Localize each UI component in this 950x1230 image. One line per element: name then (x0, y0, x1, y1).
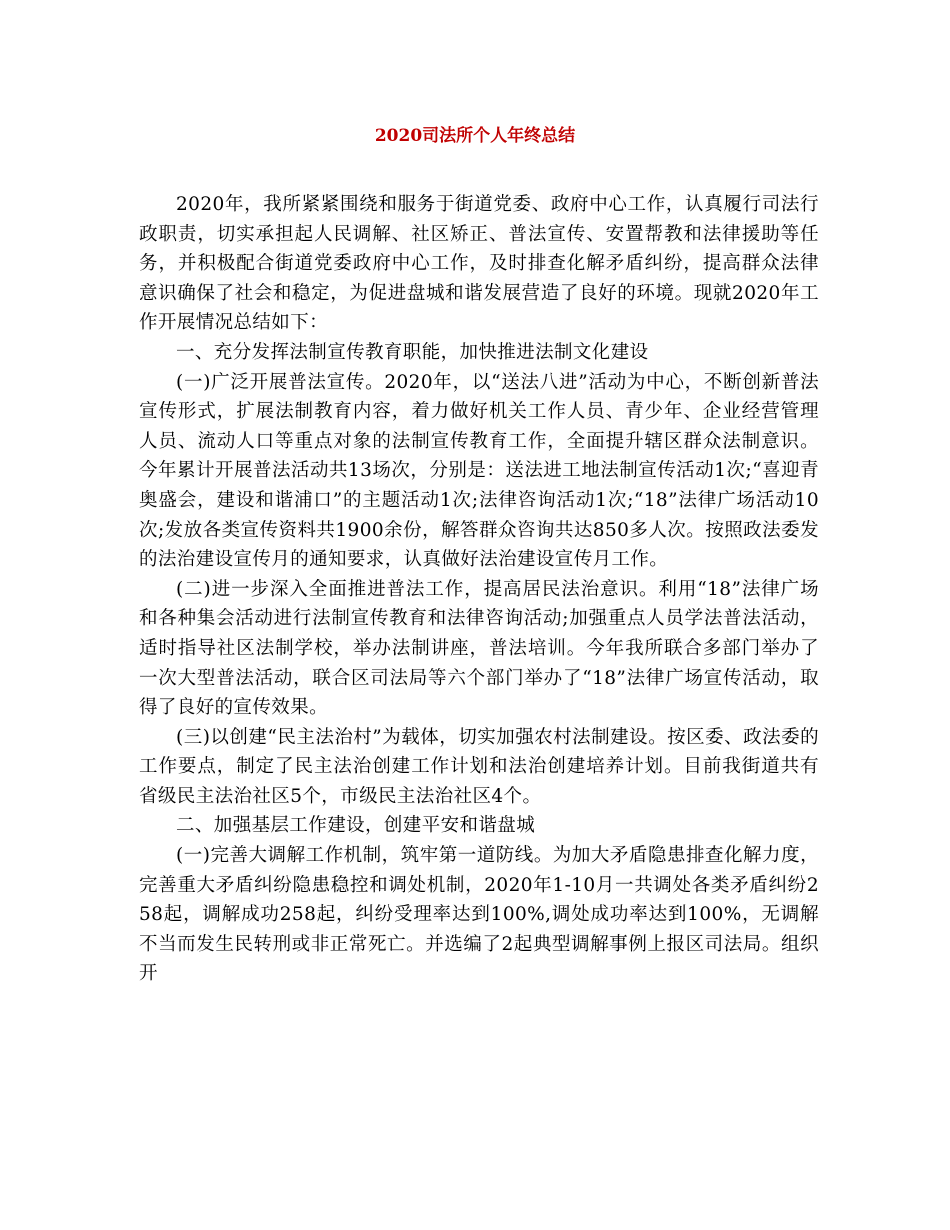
document-body (139, 190, 819, 989)
section-heading-1: 一、充分发挥法制宣传教育职能，加快推进法制文化建设 (176, 341, 649, 363)
paragraph-intro: 2020年，我所紧紧围绕和服务于街道党委、政府中心工作，认真履行司法行政职责，切实承担起人民调解、社区矫正、普法宣传、安置帮教和法律援助等任务，并积极配合街道党委政府中心工作，及时排查化解矛盾纠纷，提高群众法律意识确保了社会和稳定，为促进盘城和谐发展营造了良好的环境。现就2020年工作开展情况总结如下： (139, 194, 819, 334)
section-heading-2: 二、加强基层工作建设，创建平安和谐盘城 (176, 815, 536, 837)
paragraph-2-1: (一)完善大调解工作机制，筑牢第一道防线。为加大矛盾隐患排查化解力度，完善重大矛盾纠纷隐患稳控和调处机制，2020年1-10月一共调处各类矛盾纠纷258起，调解成功258起，纠纷受理率达到100%,调处成功率达到100%，无调解不当而发生民转刑或非正常死亡。并选编了2起典型调解事例上报区司法局。组织开 (139, 845, 819, 985)
document-title: 2020司法所个人年终总结 (374, 126, 576, 146)
paragraph-1-1: (一)广泛开展普法宣传。2020年，以“送法八进”活动为中心，不断创新普法宣传形式，扩展法制教育内容，着力做好机关工作人员、青少年、企业经营管理人员、流动人口等重点对象的法制宣传教育工作，全面提升辖区群众法制意识。今年累计开展普法活动共13场次，分别是：送法进工地法制宣传活动1次;“喜迎青奥盛会，建设和谐浦口”的主题活动1次;法律咨询活动1次;“18”法律广场活动10次;发放各类宣传资料共1900余份，解答群众咨询共达850多人次。按照政法委发的法治建设宣传月的通知要求，认真做好法治建设宣传月工作。 (139, 371, 819, 571)
paragraph-1-3: (三)以创建“民主法治村”为载体，切实加强农村法制建设。按区委、政法委的工作要点，制定了民主法治创建工作计划和法治创建培养计划。目前我街道共有省级民主法治社区5个，市级民主法治社区4个。 (139, 726, 819, 807)
paragraph-1-2: (二)进一步深入全面推进普法工作，提高居民法治意识。利用“18”法律广场和各种集会活动进行法制宣传教育和法律咨询活动;加强重点人员学法普法活动，适时指导社区法制学校，举办法制讲座，普法培训。今年我所联合多部门举办了一次大型普法活动，联合区司法局等六个部门举办了“18”法律广场宣传活动，取得了良好的宣传效果。 (139, 578, 819, 719)
